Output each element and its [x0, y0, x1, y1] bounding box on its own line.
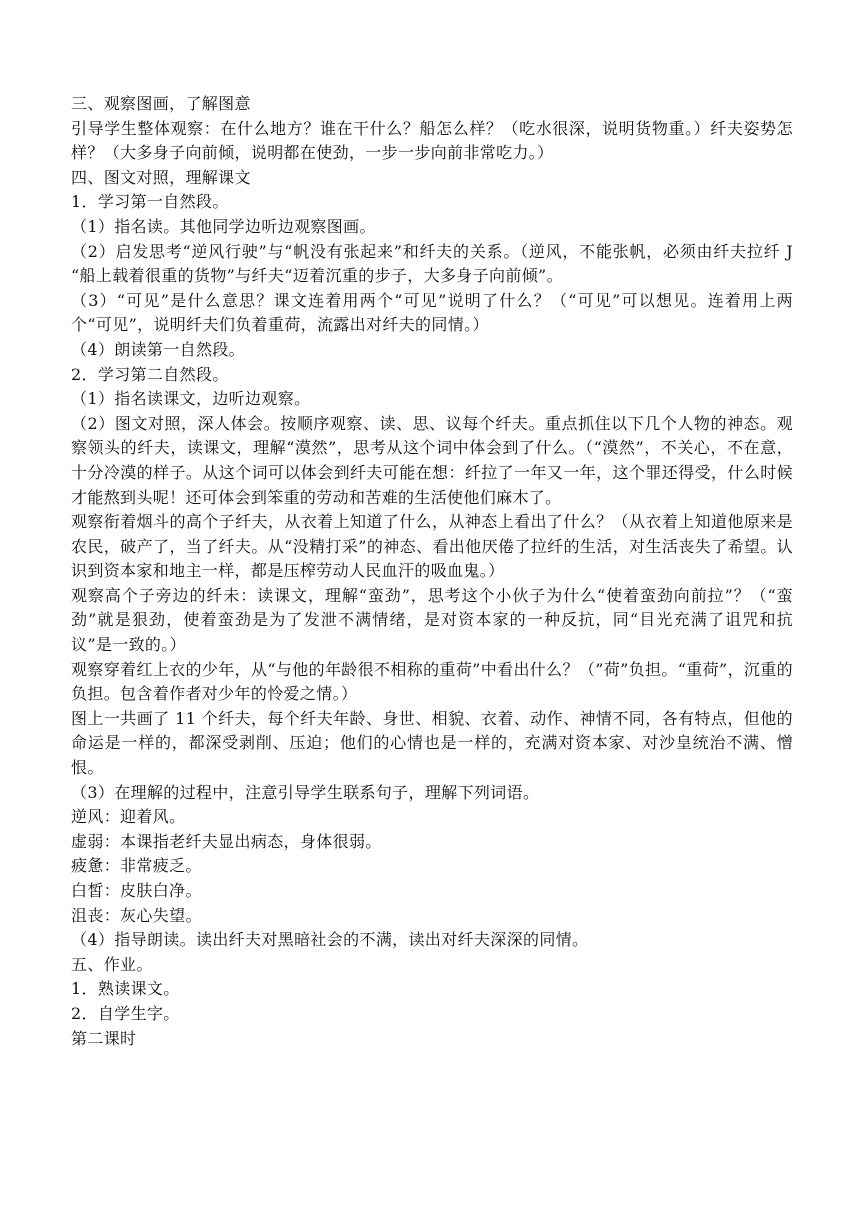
list-item-study-paragraph-2: 2．学习第二自然段。: [71, 364, 229, 384]
homework-item-2: 2．自学生字。: [71, 1003, 180, 1023]
step-3-meaning-kejian: （3）“可见”是什么意思？课文连着用两个“可见”说明了什么？（“可见”可以想见。连着用上两个“可见”，说明纤夫们负着重荷，流露出对纤夫的同情。）: [71, 290, 793, 335]
document-page: [71, 92, 793, 1051]
section-heading-observe-picture: 三、观察图画，了解图意: [71, 94, 251, 113]
step-2-lead-tracker: （2）图文对照，深人体会。按顺序观察、读、思、议每个纤夫。重点抓住以下几个人物的神态。观察领头的纤夫，读课文，理解“漠然”，思考从这个词中体会到了什么。（“漠然”，不关心，不在意，十分冷漠的样子。从这个词可以体会到纤夫可能在想：纤拉了一年又一年，这个罪还得受，什么时候才能熬到头呢！还可体会到笨重的劳动和苦难的生活使他们麻木了。: [71, 413, 793, 507]
section-heading-homework: 五、作业。: [71, 954, 153, 974]
paragraph-red-shirt-boy: 观察穿着红上衣的少年，从“与他的年龄很不相称的重荷”中看出什么？（”荷”负担。“重荷”，沉重的负担。包含着作者对少年的怜爱之情。）: [71, 659, 793, 704]
paragraph-overall-observation: 引导学生整体观察：在什么地方？谁在干什么？船怎么样？（吃水很深，说明货物重。）纤夫姿势怎样？（大多身子向前倾，说明都在使劲，一步一步向前非常吃力。）: [71, 118, 793, 163]
vocab-baixi: 白皙：皮肤白净。: [71, 881, 202, 900]
vocab-nifeng: 逆风：迎着风。: [71, 807, 186, 827]
step-4-read-paragraph-1: （4）朗读第一自然段。: [71, 339, 246, 359]
paragraph-young-tracker: 观察高个子旁边的纤未：读课文，理解“蛮劲”，思考这个小伙子为什么“使着蛮劲向前拉”？（“蛮劲”就是狠劲，使着蛮劲是为了发泄不满情绪，是对资本家的一种反抗，同“目光充满了诅咒和抗议”是一致的。）: [71, 585, 793, 655]
list-item-study-paragraph-1: 1．学习第一自然段。: [71, 192, 229, 212]
step-4-guided-reading: （4）指导朗读。读出纤夫对黑暗社会的不满，读出对纤夫深深的同情。: [71, 930, 589, 950]
step-2-think-headwind: （2）启发思考“逆风行驶”与“帆没有张起来”和纤夫的关系。（逆风，不能张帆，必须由纤夫拉纤 J “船上载着很重的货物”与纤夫“迈着沉重的步子，大多身子向前倾”。: [71, 241, 793, 286]
step-1-read-and-observe: （1）指名读课文，边听边观察。: [71, 389, 311, 409]
step-3-vocabulary-intro: （3）在理解的过程中，注意引导学生联系句子，理解下列词语。: [71, 782, 540, 802]
section-heading-second-lesson: 第二课时: [71, 1028, 137, 1048]
paragraph-pipe-tracker: 观察衔着烟斗的高个子纤夫，从衣着上知道了什么，从神态上看出了什么？（从衣着上知道他原来是农民，破产了，当了纤夫。从“没精打采”的神态、看出他厌倦了拉纤的生活，对生活丧失了希望。认识到资本家和地主一样，都是压榨劳动人民血汗的吸血鬼。）: [71, 512, 793, 581]
vocab-xuruo: 虚弱：本课指老纤夫显出病态，身体很弱。: [71, 831, 382, 851]
vocab-jusang: 沮丧：灰心失望。: [71, 905, 202, 925]
step-1-read-aloud: （1）指名读。其他同学边听边观察图画。: [71, 216, 376, 236]
homework-item-1: 1．熟读课文。: [71, 979, 180, 999]
section-heading-compare-text: 四、图文对照，理解课文: [71, 167, 251, 187]
vocab-pibei: 疲惫：非常疲乏。: [71, 856, 202, 876]
paragraph-eleven-trackers: 图上一共画了 11 个纤夫，每个纤夫年龄、身世、相貌、衣着、动作、神情不同，各有特点，但他的命运是一样的，都深受剥削、压迫；他们的心情也是一样的，充满对资本家、对沙皇统治不满、憎恨。: [71, 708, 793, 778]
